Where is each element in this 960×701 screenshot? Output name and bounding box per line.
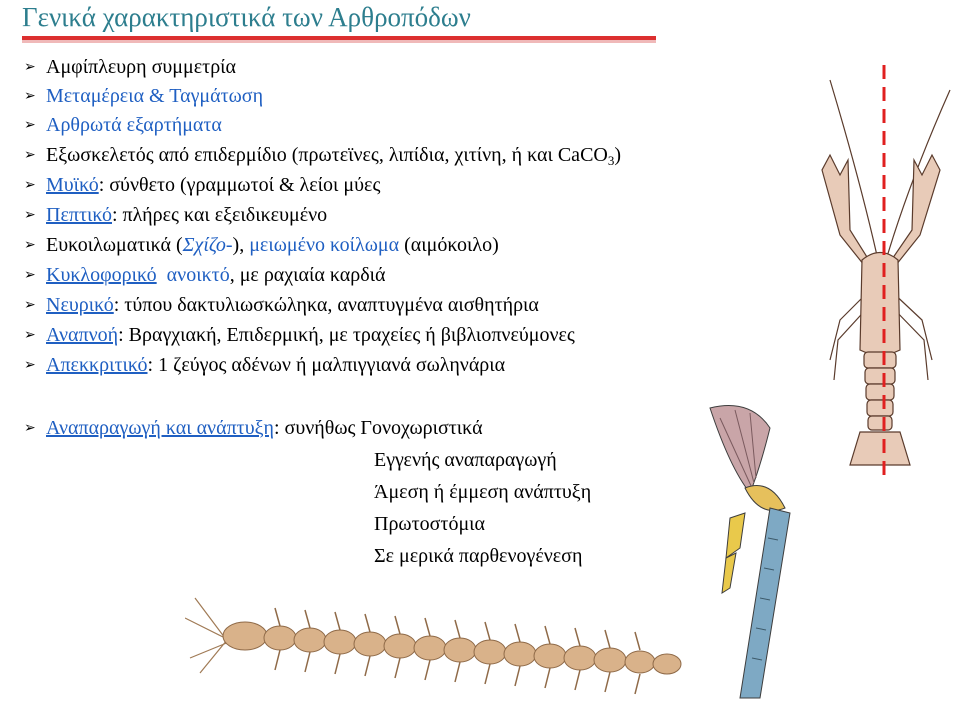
list-item: ➢ Αρθρωτά εξαρτήματα — [24, 111, 222, 139]
list-item: ➢ Εξωσκελετός από επιδερμίδιο (πρωτεϊνες, λιπίδια, χιτίνη, ή και CaCO$_3$) — [24, 141, 621, 175]
continuation-line: Εγγενής αναπαραγωγή — [374, 449, 557, 471]
arrow-bullet-icon: ➢ — [24, 357, 36, 373]
arrow-bullet-icon: ➢ — [24, 88, 36, 104]
arrow-bullet-icon: ➢ — [24, 267, 36, 283]
arrow-bullet-icon: ➢ — [24, 59, 36, 75]
link-respiration[interactable]: Αναπνοή — [46, 324, 119, 346]
continuation-line: Άμεση ή έμμεση ανάπτυξη — [374, 481, 592, 503]
link-nervous[interactable]: Νευρικό — [46, 294, 114, 316]
link-digestive[interactable]: Πεπτικό — [46, 204, 112, 226]
arrow-bullet-icon: ➢ — [24, 420, 36, 436]
list-item: ➢ Αναπαραγωγή και ανάπτυξη: συνήθως Γονοχωριστικά — [24, 414, 483, 442]
list-item: ➢ Μεταμέρεια & Ταγμάτωση — [24, 82, 263, 110]
list-item: ➢ Απεκκριτικό: 1 ζεύγος αδένων ή μαλπιγγιανά σωληνάρια — [24, 351, 505, 379]
link-excretory[interactable]: Απεκκριτικό — [46, 354, 148, 376]
continuation-line: Πρωτοστόμια — [374, 513, 486, 535]
arrow-bullet-icon: ➢ — [24, 237, 36, 253]
list-item: ➢ Αναπνοή: Βραγχιακή, Επιδερμική, με τραχείες ή βιβλιοπνεύμονες — [24, 321, 575, 349]
link-muscular[interactable]: Μυϊκό — [46, 174, 99, 196]
arrow-bullet-icon: ➢ — [24, 117, 36, 133]
page-title: Γενικά χαρακτηριστικά των Αρθροπόδων — [22, 2, 471, 32]
arrow-bullet-icon: ➢ — [24, 327, 36, 343]
arrow-bullet-icon: ➢ — [24, 147, 36, 163]
list-item: ➢ Πεπτικό: πλήρες και εξειδικευμένο — [24, 201, 327, 229]
arrow-bullet-icon: ➢ — [24, 297, 36, 313]
link-reproduction[interactable]: Αναπαραγωγή και ανάπτυξη — [46, 417, 274, 439]
list-item: ➢ Μυϊκό: σύνθετο (γραμμωτοί & λείοι μύες — [24, 171, 380, 199]
list-item: ➢ Κυκλοφορικό ανοικτό, με ραχιαία καρδιά — [24, 261, 386, 289]
list-item: ➢ Αμφίπλευρη συμμετρία — [24, 53, 236, 81]
list-item: ➢ Νευρικό: τύπου δακτυλιωσκώληκα, αναπτυγμένα αισθητήρια — [24, 291, 539, 319]
arrow-bullet-icon: ➢ — [24, 207, 36, 223]
list-item: ➢ Ευκοιλωματικά (Σχίζο-), μειωμένο κοίλωμα (αιμόκοιλο) — [24, 231, 499, 259]
continuation-line: Σε μερικά παρθενογένεση — [374, 545, 583, 567]
link-circulatory[interactable]: Κυκλοφορικό — [46, 264, 157, 286]
arrow-bullet-icon: ➢ — [24, 177, 36, 193]
